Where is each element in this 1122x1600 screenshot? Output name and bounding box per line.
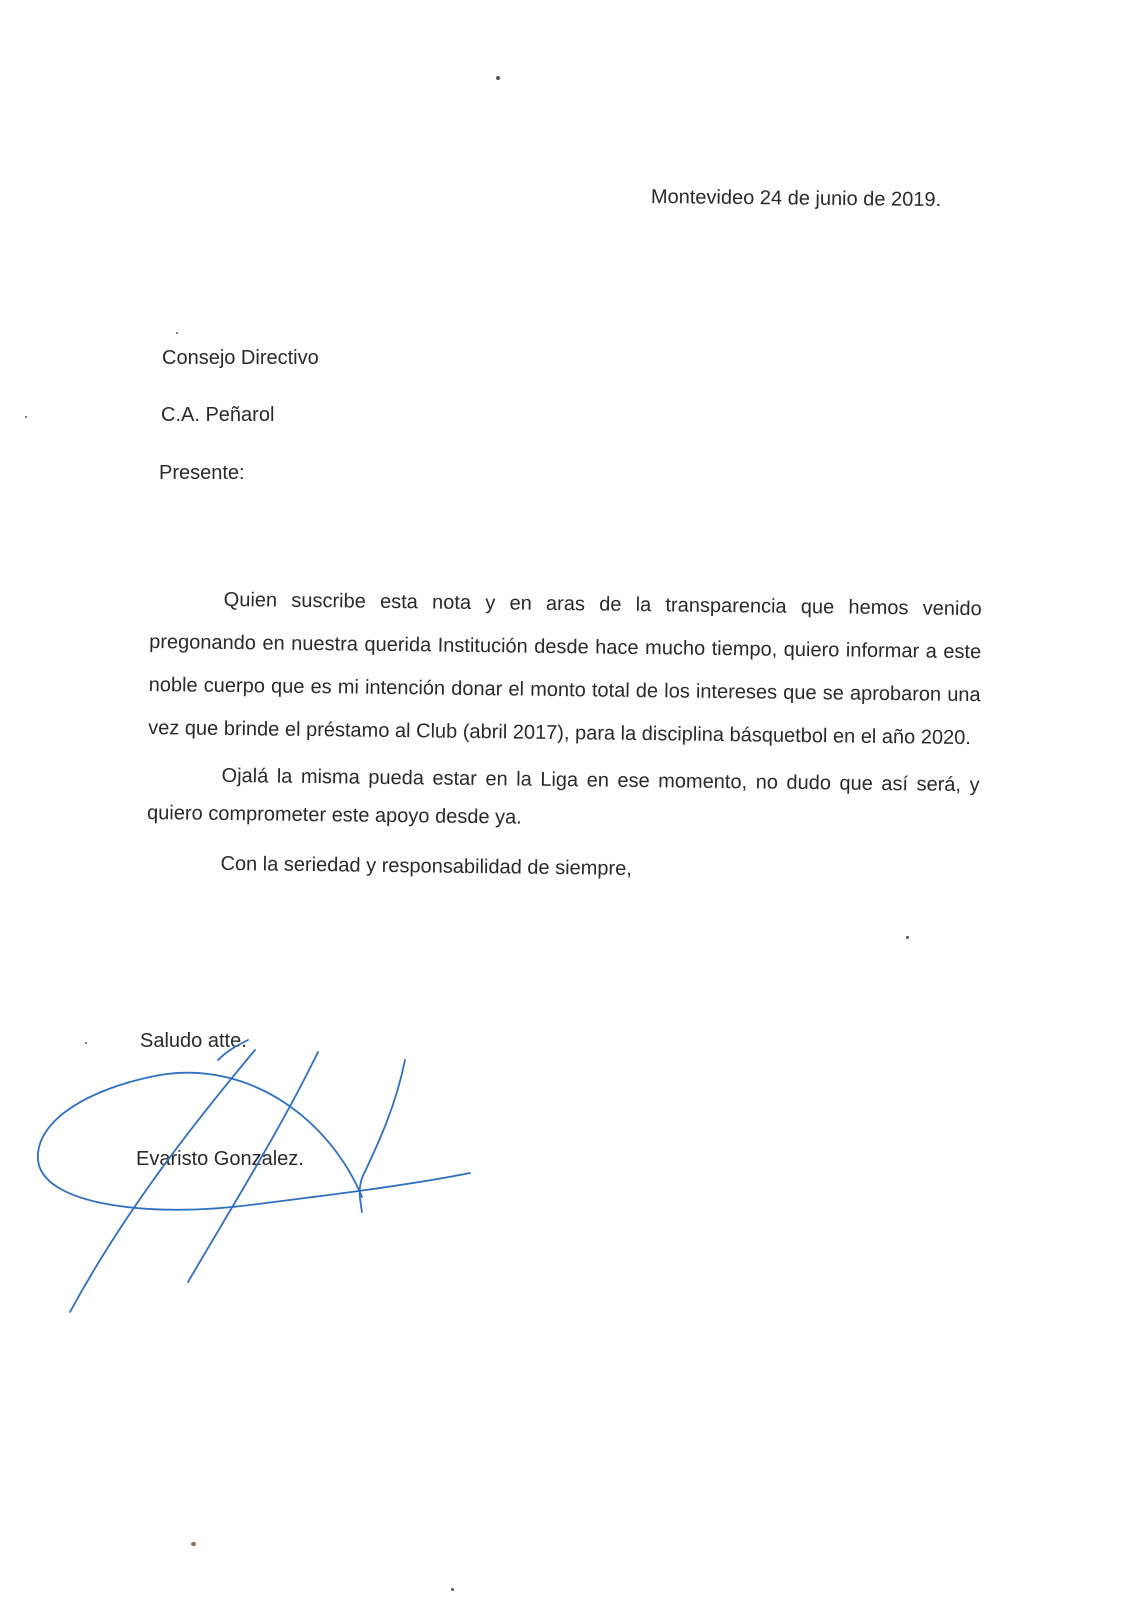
body-paragraph-3: Con la seriedad y responsabilidad de siempre,	[220, 852, 632, 880]
salutation: Saludo atte.	[140, 1030, 247, 1052]
signer-name: Evaristo Gonzalez.	[136, 1148, 304, 1170]
scan-speck	[496, 76, 500, 80]
scan-speck	[85, 1042, 87, 1044]
body-paragraph-1: Quien suscribe esta nota y en aras de la transparencia que hemos venido pregonando en nuestra querida Institución desde hace mucho tiempo, quiero informar a este noble cuerpo que es mi intención donar el monto total de los intereses que se aprobaron una vez que brinde el préstamo al Club (abril 2017), para la disciplina básquetbol en el año 2020.	[148, 588, 982, 750]
letter-body	[146, 578, 982, 895]
recipient-line-1: Consejo Directivo	[162, 347, 319, 369]
body-paragraph-2: Ojalá la misma pueda estar en la Liga en ese momento, no dudo que así será, y quiero comprometer este apoyo desde ya.	[146, 764, 980, 829]
scan-speck	[176, 332, 178, 334]
scan-speck	[25, 416, 27, 418]
scan-speck	[451, 1588, 454, 1591]
date-line: Montevideo 24 de junio de 2019.	[650, 186, 942, 212]
scan-speck	[906, 936, 909, 939]
scan-speck	[191, 1542, 196, 1546]
recipient-line-2: C.A. Peñarol	[161, 404, 275, 426]
recipient-line-3: Presente:	[159, 462, 245, 484]
